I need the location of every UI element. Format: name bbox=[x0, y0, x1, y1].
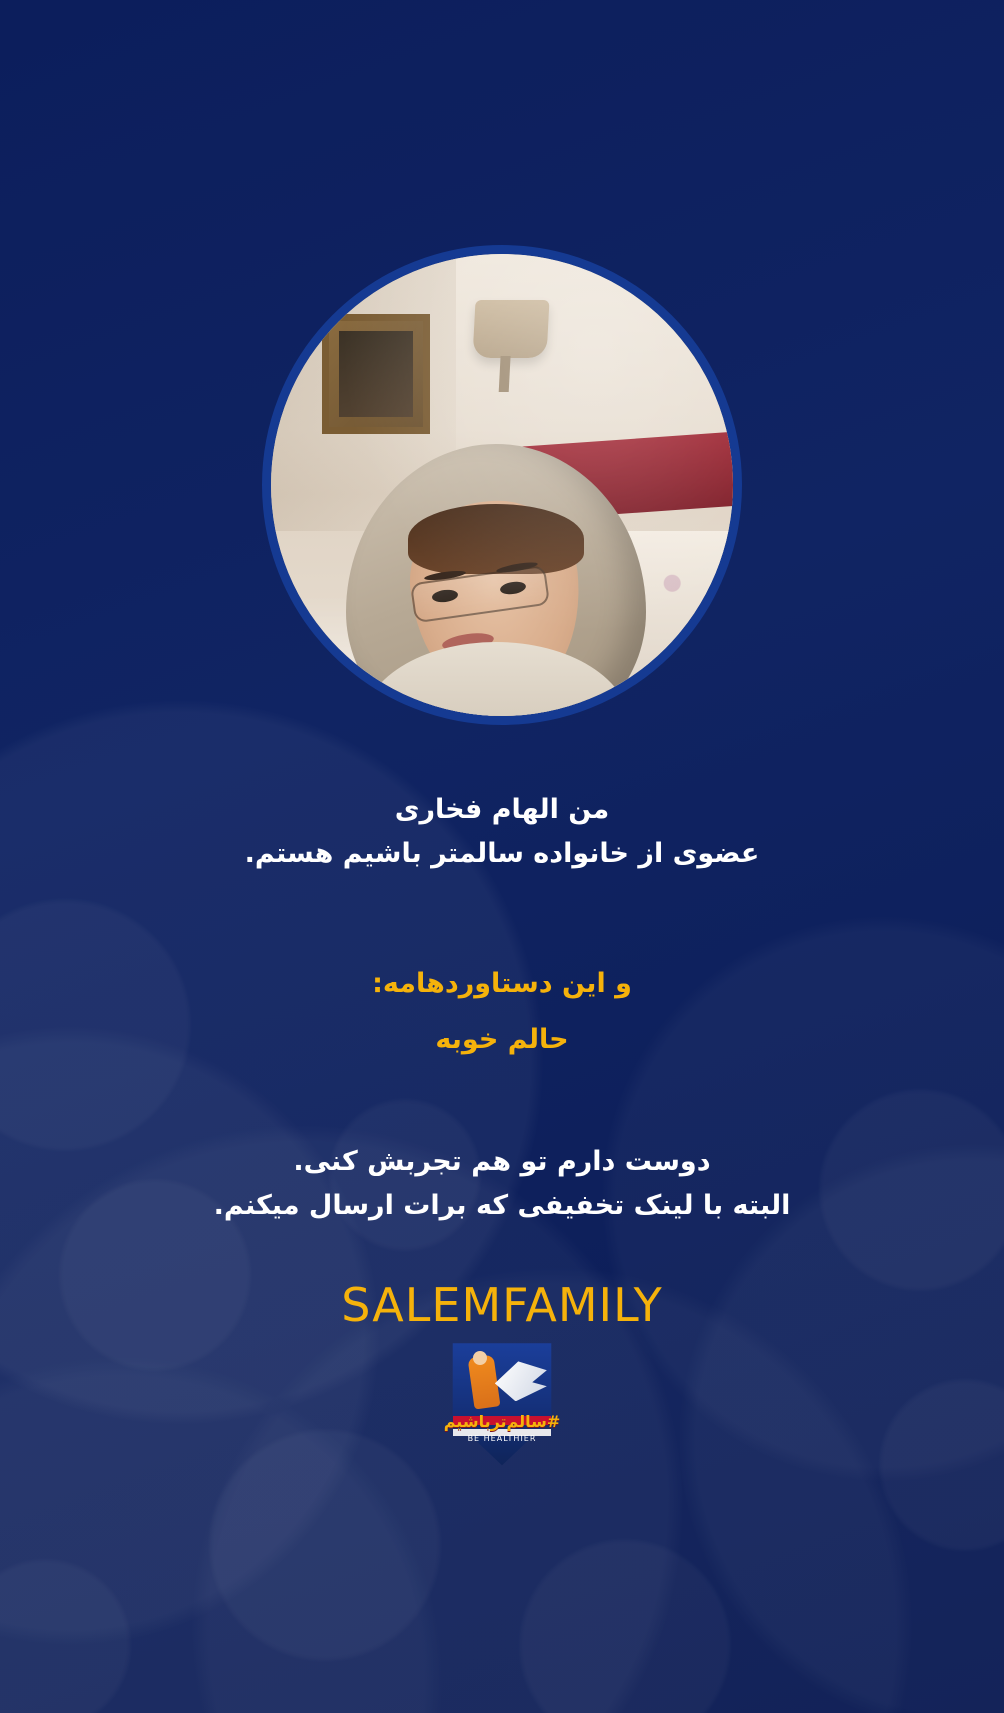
photo-wall-frame bbox=[322, 314, 430, 434]
achievement-label: و این دستاوردهامه: bbox=[372, 968, 632, 999]
profile-photo bbox=[271, 254, 733, 716]
brand-logo bbox=[443, 1338, 561, 1468]
logo-wordmark: #سالم‌تر‌باشیم bbox=[443, 1412, 561, 1431]
shield-icon bbox=[446, 1338, 558, 1468]
brand-name: SALEMFAMILY bbox=[341, 1278, 663, 1332]
athlete-head-icon bbox=[473, 1351, 487, 1365]
photo-hair bbox=[408, 504, 584, 574]
intro-line-2: عضوی از خانواده سالمتر باشیم هستم. bbox=[244, 837, 760, 869]
invite-line-1: دوست دارم تو هم تجربش کنی. bbox=[293, 1146, 711, 1177]
bokeh-circle bbox=[520, 1540, 730, 1713]
bokeh-circle bbox=[880, 1380, 1004, 1550]
bokeh-circle bbox=[210, 1430, 440, 1660]
avatar bbox=[213, 196, 791, 774]
invite-line-2: البته با لینک تخفیفی که برات ارسال میکنم. bbox=[213, 1189, 791, 1221]
bokeh-circle bbox=[0, 1560, 130, 1713]
intro-line-1: من الهام فخاری bbox=[394, 794, 610, 825]
photo-person bbox=[346, 444, 646, 716]
photo-lamp bbox=[473, 300, 550, 358]
intro-text bbox=[0, 788, 1004, 875]
invite-text bbox=[0, 1140, 1004, 1227]
logo-tagline: BE HEALTHIER bbox=[467, 1434, 537, 1443]
achievement-value: حالم خوبه bbox=[435, 1024, 569, 1055]
